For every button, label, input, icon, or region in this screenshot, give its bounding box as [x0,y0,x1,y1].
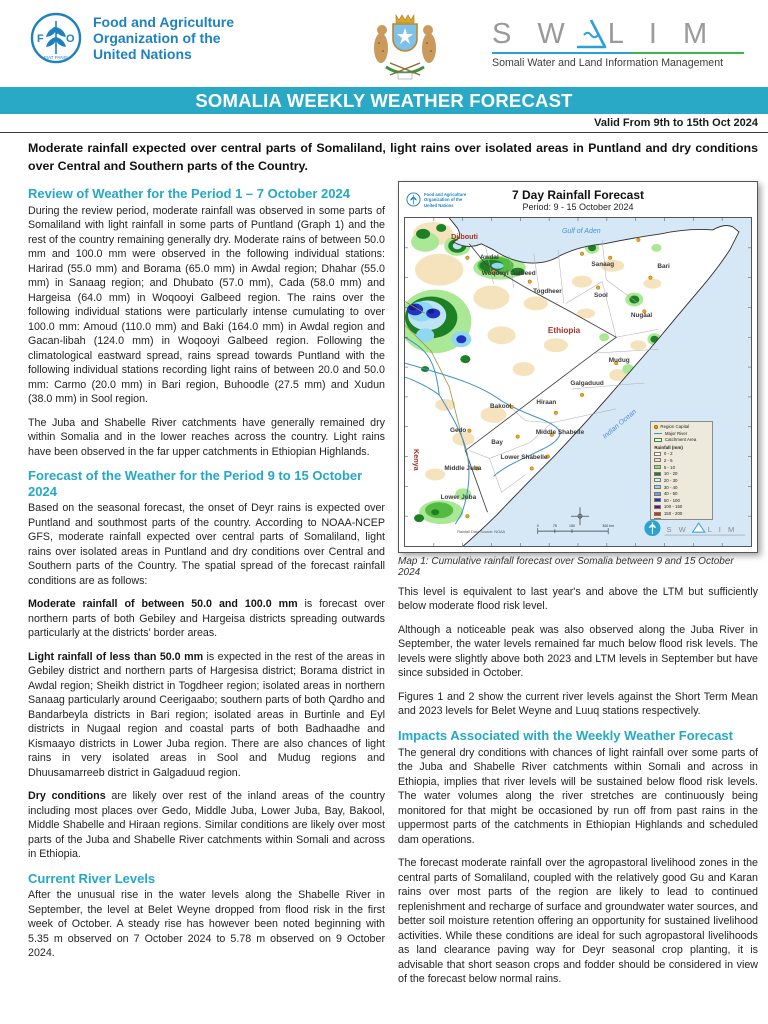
legend-class-label: 5 - 10 [663,464,676,470]
label-gulf-of-aden: Gulf of Aden [561,227,601,235]
fao-name-line2: Organization of the [93,29,221,46]
legend-class-row [654,471,710,476]
legend-class-row [654,478,710,483]
legend-class-row [654,518,710,521]
fao-logo-block [28,10,318,66]
fao-motto: FIAT PANIS [44,55,68,60]
label-region-middle-shabelle: Middle Shabelle [535,428,585,436]
legend-swatch-icon [654,498,661,502]
fao-name-line1: Food and Agriculture [93,14,235,30]
forecast-p3-lead: Light rainfall of less than 50.0 mm [28,650,204,663]
forecast-paragraph-1: Based on the seasonal forecast, the onset of Deyr rains is expected over Puntland and southmost parts of the country. According to NOAA-NCEP GFS, moderate rainfall expected over central parts of Somaliland, light rains over isolated areas in Puntland and dry conditions over Central and Southern parts of the Country. The spatial spread of the forecast rainfall conditions are as follows: [28,502,385,587]
section-heading-review: Review of Weather for the Period 1 – 7 October 2024 [28,185,350,201]
svg-text:75: 75 [552,524,557,529]
svg-text:300 km: 300 km [602,524,615,529]
label-region-mudug: Mudug [608,357,630,365]
svg-text:0: 0 [536,524,539,529]
legend-swatch-icon [654,478,661,482]
river-paragraph-1: After the unusual rise in the water levels along the Shabelle River in September, the level at Belet Weyne dropped from flood risk in the first week of October. A steady rise has however been noted beginning with 5.35 m observed on 7 October 2024 to 5.78 m observed on 9 October 2024. [28,889,385,960]
valid-period-text: Valid From 9th to 15th Oct 2024 [594,117,758,129]
swalim-subtitle: Somali Water and Land Information Management [492,57,724,69]
svg-text:L I M: L I M [707,525,737,535]
legend-major-river: Major River [654,431,710,436]
legend-class-row [654,504,710,509]
label-region-nugaal: Nugaal [630,312,653,320]
swalim-logo [492,18,744,49]
left-column [28,180,385,970]
label-region-togdheer: Togdheer [533,287,562,295]
label-region-hiraan: Hiraan [536,399,557,407]
catchment-area-icon [654,438,662,442]
swalim-underline [492,52,744,54]
fao-letter-a: A [51,26,59,37]
svg-text:S W: S W [666,525,689,535]
map-titles [476,188,680,212]
legend-swatch-icon [654,452,661,456]
fao-logo-icon [28,10,84,66]
forecast-p4-lead: Dry conditions [28,790,106,803]
label-region-lower-shabelle: Lower Shabelle [500,454,548,462]
map-period: Period: 9 - 15 October 2024 [522,201,634,212]
label-djibouti: Djibouti [451,231,478,241]
legend-class-row [654,451,710,456]
label-region-lower-juba: Lower Juba [440,494,477,502]
legend-class-label: 30 - 40 [663,484,678,490]
map-caption: Map 1: Cumulative rainfall forecast over Somalia between 9 and 15 October 2024 [398,555,734,578]
legend-rainfall-title: Rainfall (mm) [654,444,683,450]
swalim-triangle-icon [574,18,608,49]
swalim-letters-lim: L I M [607,18,717,50]
map-fao-logo [406,192,476,208]
section-heading-river-levels: Current River Levels [28,870,156,886]
legend-swatch-icon [654,485,661,489]
section-heading-impacts: Impacts Associated with the Weekly Weather Forecast [398,727,733,743]
label-region-galgaduud: Galgaduud [570,380,604,387]
legend-swatch-icon [654,472,661,476]
fao-letter-o: O [66,33,75,45]
legend-swatch-icon [654,465,661,469]
forecast-p4-rest: are likely over rest of the inland areas of the country including most places over Gedo, Middle Juba, Lower Juba, Bay, Bakool, Middle Shabelle and Hiraan regions. Similar conditions are likely over most parts of the Juba and Shabelle River catchments within Somali and across in Ethiopia. [28,790,385,861]
label-region-gedo: Gedo [449,426,467,434]
river-paragraph-4: Figures 1 and 2 show the current river levels against the Short Term Mean and 2023 levels for Belet Weyne and Luuq stations respectively. [398,690,758,718]
forecast-p2-rest: is forecast over northern parts of both Gebiley and Hargeisa districts spreading outwards particularly at the districts' border areas. [28,598,385,640]
map-source-note: Rainfall Data Source: NOAA [457,530,506,535]
legend-class-label: 50 - 100 [663,497,680,503]
label-region-sanaag: Sanaag [591,260,615,268]
forecast-paragraph-2 [28,597,385,641]
content-area [0,133,768,996]
label-region-bay: Bay [491,438,503,446]
legend-swatch-icon [654,518,661,520]
legend-rainfall-classes [654,451,710,520]
label-kenya: Kenya [412,449,422,471]
fao-map-footer-icon [644,520,660,536]
forecast-p3-rest: is expected in the rest of the areas in Gebiley district and northern parts of Hargesisa district; Borama district in Awdal region; Sheikh district in Togdheer region; isolated areas in northern Sanaag particularly around Ceerigaabo; southern parts of both Qardho and Bandarbeyla districts in Bari region; isolated areas in Burtinle and Eyl districts in Nugaal region and coastal parts of both Badhaadhe and Kismaayo districts in Lower Juba region. There are also chances of light rains in very isolated areas in Sool and Mudug regions and Dhuusamarreeb district in Galgaduud region. [28,650,385,779]
fao-org-name [93,10,234,62]
impacts-paragraph-2: The forecast moderate rainfall over the agropastoral livelihood zones in the central parts of Somaliland, coupled with the relatively good Gu and Karan rains over most parts of the region are likely to lead to continued replenishment and recharge of surface and groundwater water sources, and better soil moisture retention offering an opportunity for sustained livelihood activities. While these conditions are ideal for such agropastoral livelihoods as land clearance paving way for Deyr seasonal crop planting, it is advisable that short season crops and fodder should be considered in view of the forecast below normal rains. [398,857,758,986]
page-title: SOMALIA WEEKLY WEATHER FORECAST [195,90,573,111]
map-titlebar [402,184,754,216]
major-river-icon [654,433,662,434]
rainfall-forecast-map [398,181,758,553]
page-header [0,0,768,87]
label-region-bari: Bari [657,262,670,270]
river-paragraph-2: This level is equivalent to last year's and above the LTM but sufficiently below moderate flood risk level. [398,585,758,613]
right-column [398,180,758,996]
label-region-awdal: Awdal [480,253,499,261]
fao-mini-icon [406,192,421,207]
legend-swatch-icon [654,505,661,509]
forecast-paragraph-4 [28,789,385,862]
legend-class-label: 40 - 50 [663,491,678,497]
swalim-letters-sw: S W [492,18,574,50]
label-region-middle-juba: Middle Juba [444,464,482,472]
legend-class-label: 2 - 5 [663,457,673,463]
label-region-woqooyi-galbeed: Woqooyi Galbeed [481,269,536,277]
legend-class-label: 200 - 250 [663,517,683,521]
review-paragraph-1: During the review period, moderate rainfall was observed in some parts of Somaliland with light rainfall in some parts of Puntland (Graph 1) and the rest of the country remaining generally dry. Moderate rains of between 50.0 mm and 100.0 mm were observed in the following individual stations: Harirad (55.0 mm) and Borama (65.0 mm) in Awdal region; Dhahar (55.0 mm) in Sanaag region; and Dhubato (57.0 mm), Cada (58.0 mm) and Hargeisa (64.0 mm) in Woqooyi Galbeed region. The rains over the following individual stations were particularly intense cumulating to over 100.0 mm: Amoud (110.0 mm) and Baki (164.0 mm) in Awdal region and Gacan-libah (124.0 mm) in Woqooyi Galbeed region. Following the climatological eastward spread, rains spread towards Puntland with the following individual stations recording light rains of between 20.0 and 50.0 mm: Carmo (20.0 mm) in Bari region, Buhoodle (27.5 mm) and Xudun (38.0 mm) in Sool region. [28,204,385,406]
review-paragraph-2: The Juba and Shabelle River catchments have generally remained dry within Somalia and in the lower reaches across the country. Light rains have been observed in the far upper catchments in Ethiopian Highlands. [28,416,385,458]
legend-class-row [654,465,710,470]
legend-catchment-area: Catchment Area [654,437,710,442]
legend-class-row [654,485,710,490]
legend-class-label: 10 - 20 [663,471,678,477]
valid-period-row [0,114,768,133]
region-capital-icon [654,425,658,429]
legend-class-label: 150 - 200 [663,511,683,517]
forecast-p2-lead: Moderate rainfall of between 50.0 and 100.0 mm [28,598,298,611]
swalim-logo-block [492,10,744,69]
legend-class-row [654,498,710,503]
legend-class-row [654,458,710,463]
label-region-bakool: Bakool [490,402,512,410]
legend-class-label: 20 - 30 [663,477,678,483]
legend-class-row [654,511,710,516]
legend-swatch-icon [654,512,661,516]
label-region-sool: Sool [593,292,608,300]
section-heading-forecast: Forecast of the Weather for the Period 9 to 15 October 2024 [28,468,363,499]
legend-class-label: 0 - 2 [663,451,673,457]
legend-class-row [654,491,710,496]
title-banner [0,87,768,114]
map-title: 7 Day Rainfall Forecast [511,187,645,202]
label-ethiopia: Ethiopia [547,325,581,335]
forecast-paragraph-3 [28,650,385,781]
legend-class-label: 100 - 150 [663,504,683,510]
legend-swatch-icon [654,492,661,496]
legend-region-capital: Region Capital [654,424,710,429]
map-fao-text: Food and Agriculture Organization of the United Nations [424,192,467,208]
legend-swatch-icon [654,458,661,462]
fao-name-line3: United Nations [93,45,192,62]
river-paragraph-3: Although a noticeable peak was also observed along the Juba River in September, the water levels remained far much below flood risk levels. The levels were slightly above both 2023 and LTM levels in September but have since subsided in October. [398,623,758,680]
somalia-coat-of-arms-icon [366,11,444,83]
map-canvas [404,217,752,547]
impacts-paragraph-1: The general dry conditions with chances of light rainfall over some parts of the Juba and Shabelle River catchments within Somali and across in Ethiopia, implies that river levels will be sustained below flood risk levels. The water volumes along the river stretches are continuously being monitored for that might be occasioned by run off from past rains in the uppermost parts of the catchments in Ethiopian Highlands and scheduled dam operations. [398,746,758,846]
map-legend [650,421,713,521]
headline: Moderate rainfall expected over central parts of Somaliland, light rains over isolated areas in Puntland and dry conditions over Central and Southern parts of the Country. [28,141,758,173]
svg-text:150: 150 [568,524,575,529]
label-indian-ocean: Indian Ocean [601,408,638,441]
fao-letter-f: F [37,33,44,45]
